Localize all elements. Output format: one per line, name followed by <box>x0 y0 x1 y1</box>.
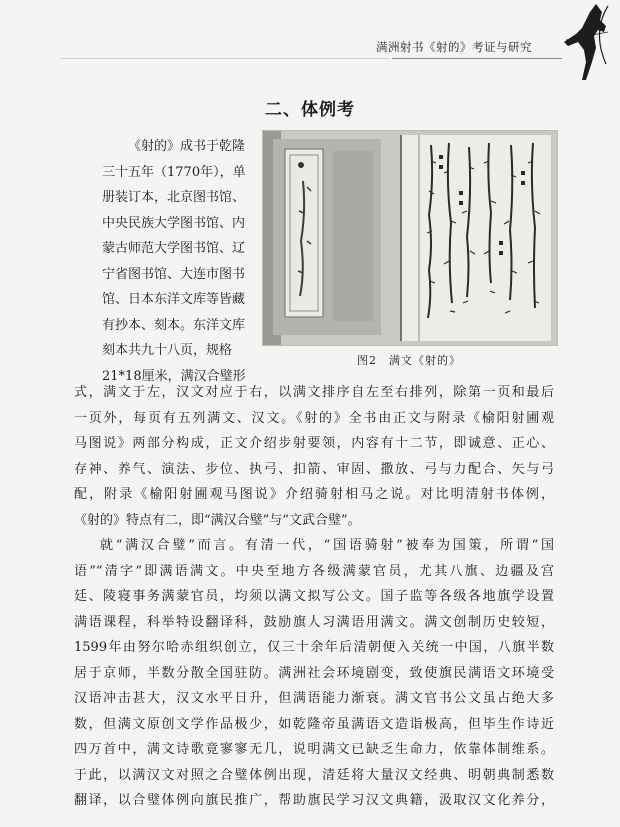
text-line: 宁省图书馆、大连市图书 <box>102 266 246 282</box>
text-line: 数，但满文原创文学作品极少，如乾隆帝虽满语文造诣极高，但毕生作诗近 <box>74 716 554 732</box>
text-line: 有抄本、刻本。东洋文库 <box>102 317 246 333</box>
text-line: 册装订本，北京图书馆、 <box>102 190 246 205</box>
text-line: 汉语冲击甚大，汉文水平日升，但满语能力渐衰。满文官书公文虽占绝大多 <box>74 691 554 706</box>
manuscript-photo <box>262 130 558 346</box>
text-line: 居于京师，半数分散全国驻防。满洲社会环境剧变，致使旗民满语文环境受 <box>74 665 554 681</box>
text-line: 存神、养气、演法、步位、执弓、扣箭、审固、撒放、弓与力配合、矢与弓 <box>74 461 554 477</box>
text-line: 1599年由努尔哈赤组织创立，仅三十余年后清朝便入关统一中国，八旗半数 <box>74 640 554 655</box>
text-line: 《射的》特点有二，即“满汉合璧”与“文武合璧”。 <box>74 512 361 528</box>
header-rule <box>392 58 562 59</box>
text-line: 中央民族大学图书馆、内 <box>102 215 246 231</box>
wrap-text-column <box>102 134 254 389</box>
text-line: 21*18厘米，满汉合璧形 <box>102 368 246 384</box>
text-line: 刻本共九十八页，规格 <box>102 343 233 358</box>
text-line: 一页外，每页有五列满文、汉文。《射的》全书由正文与附录《榆阳射圃观 <box>74 410 554 426</box>
text-line: 馆、日本东洋文库等皆藏 <box>102 292 246 307</box>
text-line: 三十五年（1770年），单 <box>102 164 246 180</box>
text-line: 于此，以满汉文对照之合璧体例出现，清廷将大量汉文经典、明朝典制悉数 <box>74 767 554 783</box>
text-line: 马图说》两部分构成，正文介绍步射要领，内容有十二节，即诚意、正心、 <box>74 436 554 451</box>
text-line: 四万首中，满文诗歌竟寥寥无几，说明满文已缺乏生命力，依靠体制维系。 <box>74 742 554 757</box>
archer-silhouette-icon <box>556 2 612 82</box>
manuscript-image <box>263 131 557 345</box>
body-text-column <box>74 380 554 814</box>
text-line: 廷、陵寝事务满蒙官员，均须以满文拟写公文。国子监等各级各地旗学设置 <box>74 589 554 604</box>
text-line: 《射的》成书于乾隆 <box>128 139 246 154</box>
text-line: 配，附录《榆阳射圃观马图说》介绍骑射相马之说。对比明清射书体例， <box>74 487 554 502</box>
text-line: 翻译，以合璧体例向旗民推广，帮助旗民学习汉文典籍，汲取汉文化养分， <box>74 793 554 808</box>
text-line: 式，满文于左，汉文对应于右，以满文排序自左至右排列，除第一页和最后 <box>74 385 554 400</box>
section-title: 二、体例考 <box>265 100 355 120</box>
running-header: 满洲射书《射的》考证与研究 <box>376 40 532 54</box>
header-rule-light <box>60 58 390 59</box>
text-line: 就“满汉合璧”而言。有清一代，“国语骑射”被奉为国策，所谓“国 <box>100 538 554 553</box>
text-line: 蒙古师范大学图书馆、辽 <box>102 241 246 256</box>
text-line: 语”“清字”即满语满文。中央至地方各级满蒙官员，尤其八旗、边疆及宫 <box>74 563 554 579</box>
figure-caption: 图2 满文《射的》 <box>357 354 461 367</box>
text-line: 满语课程，科举特设翻译科，鼓励旗人习满语用满文。满文创制历史较短， <box>74 614 554 630</box>
